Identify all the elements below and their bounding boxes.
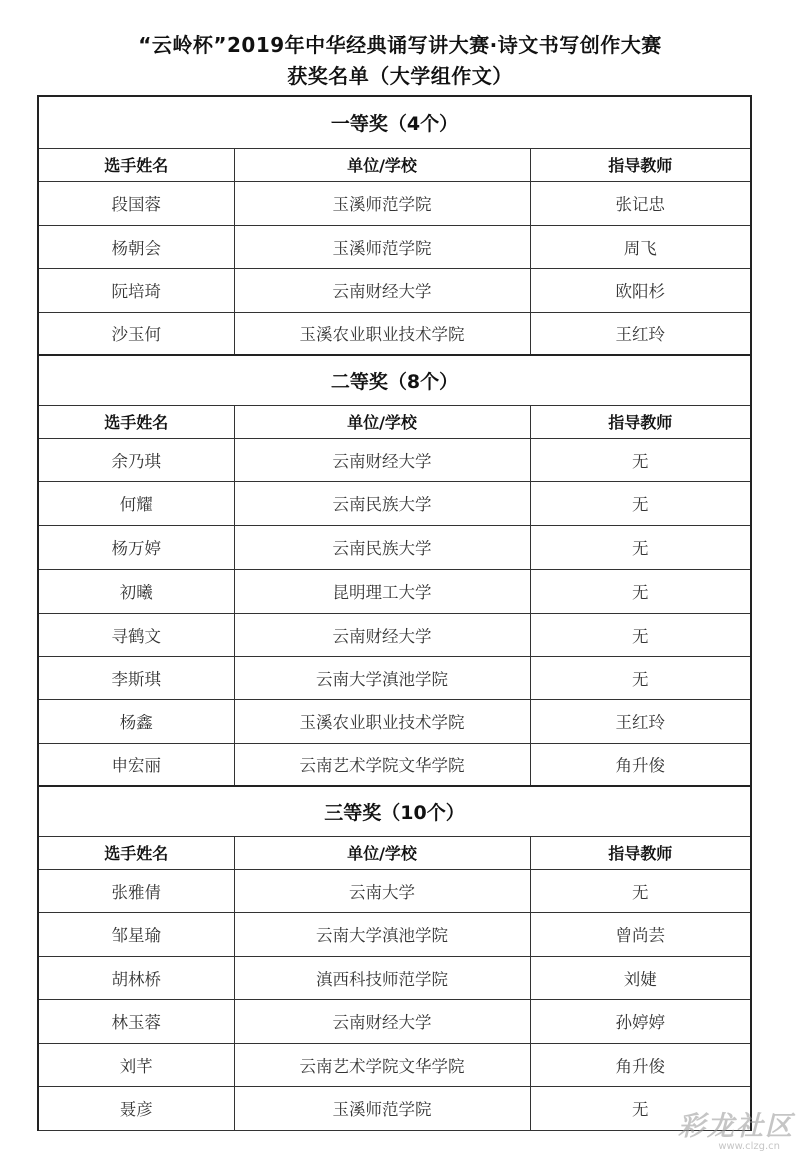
advisor-cell: 刘婕 <box>530 956 751 999</box>
column-header-row <box>38 405 751 438</box>
contestant-name-cell: 寻鹤文 <box>38 613 234 656</box>
table-row <box>38 481 751 525</box>
school-cell: 云南艺术学院文华学院 <box>234 743 530 786</box>
school-cell: 玉溪师范学院 <box>234 181 530 225</box>
advisor-cell: 张记忠 <box>530 181 751 225</box>
advisor-cell: 无 <box>530 656 751 699</box>
award-section-title: 一等奖（4个） <box>38 96 751 148</box>
table-row <box>38 181 751 225</box>
table-row <box>38 225 751 268</box>
table-row <box>38 956 751 999</box>
contestant-name-cell: 刘芊 <box>38 1043 234 1086</box>
contestant-name-cell: 张雅倩 <box>38 869 234 912</box>
table-row <box>38 699 751 743</box>
column-header-school: 单位/学校 <box>234 405 530 438</box>
contestant-name-cell: 阮培琦 <box>38 268 234 312</box>
table-row <box>38 1086 751 1130</box>
award-section-header <box>38 96 751 148</box>
award-section-title: 三等奖（10个） <box>38 786 751 836</box>
school-cell: 云南财经大学 <box>234 999 530 1043</box>
school-cell: 云南民族大学 <box>234 481 530 525</box>
advisor-cell: 无 <box>530 481 751 525</box>
contestant-name-cell: 胡林桥 <box>38 956 234 999</box>
column-header-school: 单位/学校 <box>234 148 530 181</box>
table-row <box>38 613 751 656</box>
award-section-title: 二等奖（8个） <box>38 355 751 405</box>
column-header-name: 选手姓名 <box>38 836 234 869</box>
table-row <box>38 999 751 1043</box>
school-cell: 云南财经大学 <box>234 613 530 656</box>
watermark-logo: 彩龙社区 <box>678 1111 794 1142</box>
table-row <box>38 912 751 956</box>
table-row <box>38 1043 751 1086</box>
school-cell: 云南艺术学院文华学院 <box>234 1043 530 1086</box>
table-row <box>38 743 751 786</box>
column-header-row <box>38 836 751 869</box>
table-row <box>38 656 751 699</box>
advisor-cell: 无 <box>530 1086 751 1130</box>
school-cell: 云南财经大学 <box>234 268 530 312</box>
contestant-name-cell: 何耀 <box>38 481 234 525</box>
contestant-name-cell: 杨鑫 <box>38 699 234 743</box>
advisor-cell: 无 <box>530 869 751 912</box>
advisor-cell: 无 <box>530 525 751 569</box>
advisor-cell: 无 <box>530 569 751 613</box>
column-header-school: 单位/学校 <box>234 836 530 869</box>
column-header-row <box>38 148 751 181</box>
document-subtitle: 获奖名单（大学组作文） <box>287 64 513 88</box>
contestant-name-cell: 初曦 <box>38 569 234 613</box>
school-cell: 云南大学滇池学院 <box>234 912 530 956</box>
award-section-header <box>38 355 751 405</box>
school-cell: 玉溪农业职业技术学院 <box>234 699 530 743</box>
table-row <box>38 525 751 569</box>
award-section-header <box>38 786 751 836</box>
table-row <box>38 438 751 481</box>
school-cell: 玉溪师范学院 <box>234 225 530 268</box>
document-title: “云岭杯”2019年中华经典诵写讲大赛·诗文书写创作大赛 <box>138 33 662 57</box>
school-cell: 云南大学 <box>234 869 530 912</box>
advisor-cell: 曾尚芸 <box>530 912 751 956</box>
school-cell: 玉溪师范学院 <box>234 1086 530 1130</box>
contestant-name-cell: 李斯琪 <box>38 656 234 699</box>
award-list-table <box>37 95 752 1131</box>
table-row <box>38 569 751 613</box>
advisor-cell: 周飞 <box>530 225 751 268</box>
contestant-name-cell: 申宏丽 <box>38 743 234 786</box>
school-cell: 云南大学滇池学院 <box>234 656 530 699</box>
advisor-cell: 无 <box>530 438 751 481</box>
advisor-cell: 欧阳杉 <box>530 268 751 312</box>
school-cell: 云南民族大学 <box>234 525 530 569</box>
school-cell: 玉溪农业职业技术学院 <box>234 312 530 355</box>
advisor-cell: 角升俊 <box>530 1043 751 1086</box>
school-cell: 云南财经大学 <box>234 438 530 481</box>
contestant-name-cell: 林玉蓉 <box>38 999 234 1043</box>
watermark-url: www.clzg.cn <box>718 1141 780 1152</box>
table-row <box>38 268 751 312</box>
column-header-teacher: 指导教师 <box>530 405 751 438</box>
table-row <box>38 312 751 355</box>
school-cell: 滇西科技师范学院 <box>234 956 530 999</box>
contestant-name-cell: 邹星瑜 <box>38 912 234 956</box>
advisor-cell: 王红玲 <box>530 312 751 355</box>
advisor-cell: 无 <box>530 613 751 656</box>
advisor-cell: 角升俊 <box>530 743 751 786</box>
advisor-cell: 孙婷婷 <box>530 999 751 1043</box>
advisor-cell: 王红玲 <box>530 699 751 743</box>
column-header-name: 选手姓名 <box>38 405 234 438</box>
contestant-name-cell: 余乃琪 <box>38 438 234 481</box>
contestant-name-cell: 聂彦 <box>38 1086 234 1130</box>
contestant-name-cell: 杨朝会 <box>38 225 234 268</box>
contestant-name-cell: 杨万婷 <box>38 525 234 569</box>
contestant-name-cell: 段国蓉 <box>38 181 234 225</box>
column-header-teacher: 指导教师 <box>530 836 751 869</box>
table-row <box>38 869 751 912</box>
contestant-name-cell: 沙玉何 <box>38 312 234 355</box>
column-header-name: 选手姓名 <box>38 148 234 181</box>
column-header-teacher: 指导教师 <box>530 148 751 181</box>
school-cell: 昆明理工大学 <box>234 569 530 613</box>
